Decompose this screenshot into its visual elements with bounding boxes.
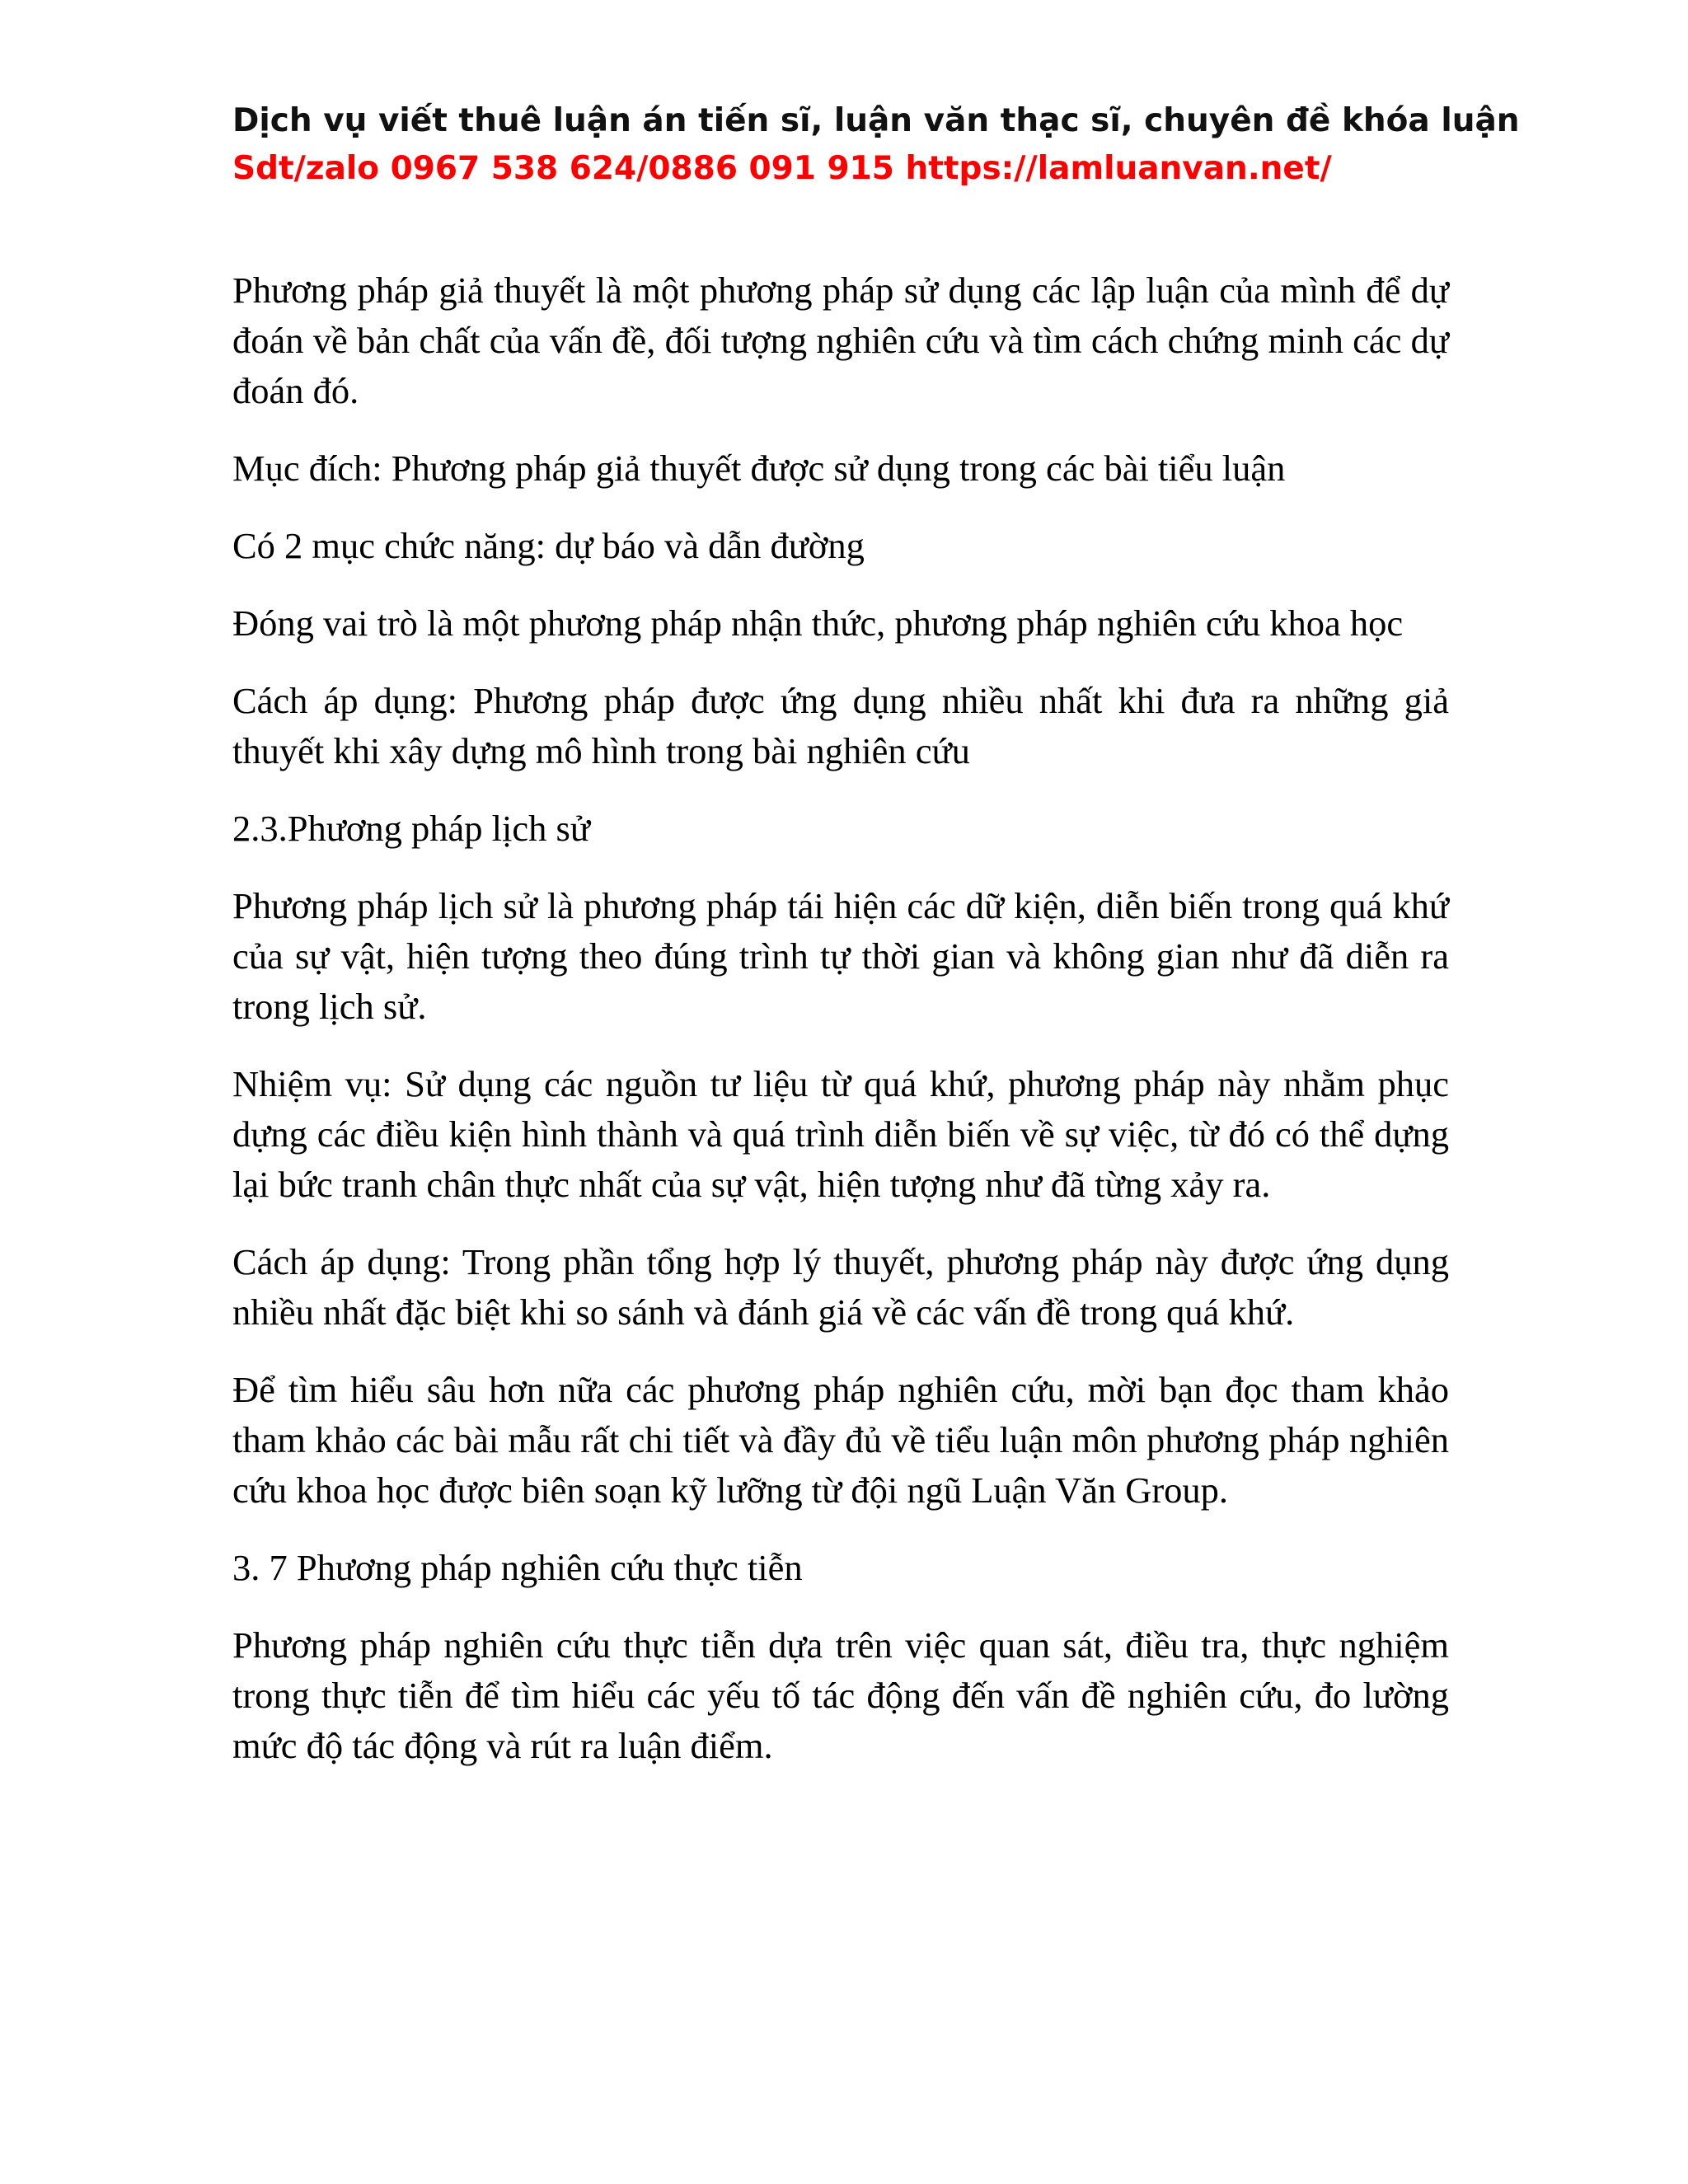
paragraph-practical-method: Phương pháp nghiên cứu thực tiễn dựa trên việc quan sát, điều tra, thực nghiệm trong thực tiễn để tìm hiểu các yếu tố tác động đến vấn đề nghiên cứu, đo lường mức độ tác động và rút ra luận điểm. (232, 1624, 1449, 1766)
document-body (232, 265, 1449, 1798)
paragraph-application: Cách áp dụng: Phương pháp được ứng dụng nhiều nhất khi đưa ra những giả thuyết khi xây dựng mô hình trong bài nghiên cứu (232, 680, 1449, 771)
header-contact-line: Sdt/zalo 0967 538 624/0886 091 915 https://lamluanvan.net/ (232, 150, 1332, 187)
header-service-title: Dịch vụ viết thuê luận án tiến sĩ, luận văn thạc sĩ, chuyên đề khóa luận (232, 102, 1520, 139)
paragraph-further-reading: Để tìm hiểu sâu hơn nữa các phương pháp nghiên cứu, mời bạn đọc tham khảo tham khảo các bài mẫu rất chi tiết và đầy đủ về tiểu luận môn phương pháp nghiên cứu khoa học được biên soạn kỹ lưỡng từ đội ngũ Luận Văn Group. (232, 1369, 1449, 1511)
paragraph-role: Đóng vai trò là một phương pháp nhận thức, phương pháp nghiên cứu khoa học (232, 602, 1404, 644)
paragraph-functions: Có 2 mục chức năng: dự báo và dẫn đường (232, 525, 865, 566)
paragraph-hypothesis-method: Phương pháp giả thuyết là một phương pháp sử dụng các lập luận của mình để dự đoán về bản chất của vấn đề, đối tượng nghiên cứu và tìm cách chứng minh các dự đoán đó. (232, 269, 1449, 411)
page-header (232, 97, 1520, 193)
paragraph-historical-application: Cách áp dụng: Trong phần tổng hợp lý thuyết, phương pháp này được ứng dụng nhiều nhất đặc biệt khi so sánh và đánh giá về các vấn đề trong quá khứ. (232, 1241, 1449, 1333)
section-heading-practical-method: 3. 7 Phương pháp nghiên cứu thực tiễn (232, 1547, 803, 1588)
paragraph-historical-task: Nhiệm vụ: Sử dụng các nguồn tư liệu từ quá khứ, phương pháp này nhằm phục dựng các điều kiện hình thành và quá trình diễn biến về sự việc, từ đó có thể dựng lại bức tranh chân thực nhất của sự vật, hiện tượng như đã từng xảy ra. (232, 1063, 1449, 1205)
paragraph-historical-method: Phương pháp lịch sử là phương pháp tái hiện các dữ kiện, diễn biến trong quá khứ của sự vật, hiện tượng theo đúng trình tự thời gian và không gian như đã diễn ra trong lịch sử. (232, 885, 1449, 1027)
section-heading-historical-method: 2.3.Phương pháp lịch sử (232, 808, 590, 849)
paragraph-purpose: Mục đích: Phương pháp giả thuyết được sử dụng trong các bài tiểu luận (232, 448, 1286, 489)
